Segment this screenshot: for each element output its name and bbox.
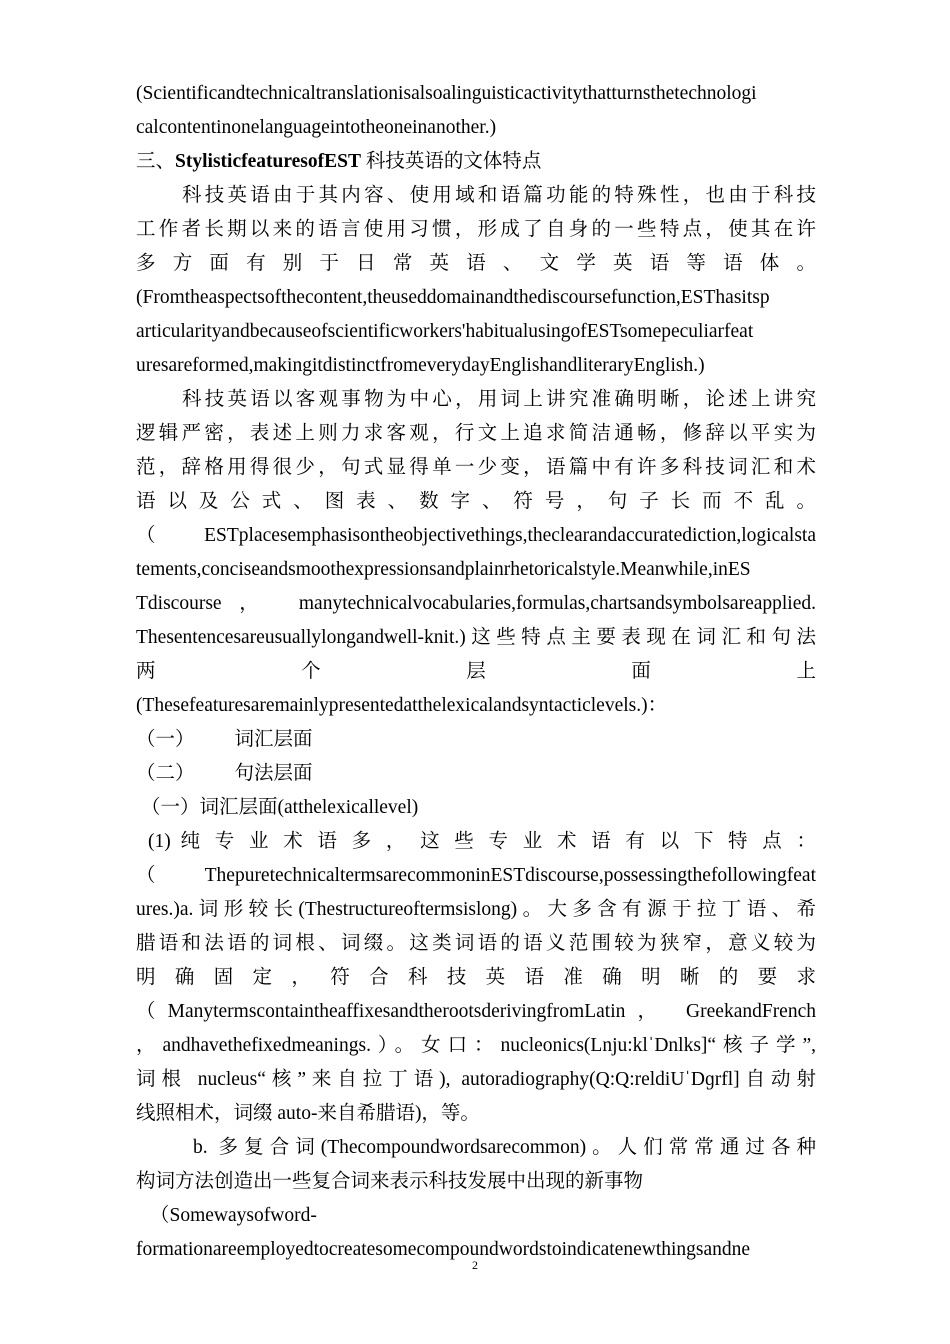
text-line: 词根 nucleus“核”来自拉丁语), autoradiography(Q:Q:reldiUˈDɡrfl]自动射 <box>136 1069 816 1090</box>
section-number: 三、 <box>136 151 176 172</box>
text-line: Tdiscourse， manytechnicalvocabularies,formulas,chartsandsymbolsareapplied. <box>136 593 816 614</box>
text-line: 科技英语以客观事物为中心，用词上讲究准确明晰，论述上讲究 <box>182 389 816 410</box>
text-line: 多 方 面 有 别 于 日 常 英 语 、 文 学 英 语 等 语 体 。 <box>136 253 816 274</box>
subsection-heading: （一）词汇层面(atthelexicallevel) <box>141 797 419 818</box>
text-line: calcontentinonelanguageintotheoneinanother.) <box>136 117 497 138</box>
text-line: (1) 纯 专 业 术 语 多 ， 这 些 专 业 术 语 有 以 下 特 点 ： <box>148 831 816 852</box>
text-line: 构词方法创造出一些复合词来表示科技发展中出现的新事物 <box>136 1171 644 1192</box>
page-number: 2 <box>472 1258 478 1272</box>
list-item <box>136 757 816 791</box>
list-label: 句法层面 <box>234 763 313 784</box>
text-line: (Scientificandtechnicaltranslationisalsoalinguisticactivitythatturnsthetechnologi <box>136 83 757 104</box>
text-line: 腊语和法语的词根、词缀。这类词语的语义范围较为狭窄，意义较为 <box>136 933 816 954</box>
text-line: b. 多复合词(Thecompoundwordsarecommon)。人们常常通过各种 <box>193 1137 816 1158</box>
text-line: 两 个 层 面 上 <box>136 661 816 682</box>
text-line: 科技英语由于其内容、使用域和语篇功能的特殊性，也由于科技 <box>182 185 816 206</box>
list-marker: （一） <box>136 729 195 750</box>
text-line: （ManytermscontaintheaffixesandtherootsderivingfromLatin， GreekandFrench <box>136 1001 816 1022</box>
list-item <box>136 723 816 757</box>
section-title-en: StylisticfeaturesofEST <box>175 151 361 172</box>
text-line: (Fromtheaspectsofthecontent,theuseddomainandthediscoursefunction,ESThasitsp <box>136 287 770 308</box>
text-line: uresareformed,makingitdistinctfromeverydayEnglishandliteraryEnglish.) <box>136 355 705 376</box>
text-line: (Thesefeaturesaremainlypresentedatthelexicalandsyntacticlevels.)： <box>136 695 668 716</box>
text-line: Thesentencesareusuallylongandwell-knit.)这些特点主要表现在词汇和句法 <box>136 627 816 648</box>
text-line: ，andhavethefixedmeanings.）。女口：nucleonics(Lnju:klˈDnlks]“核子学”, <box>136 1035 816 1056</box>
list-marker: （二） <box>136 763 195 784</box>
section-heading <box>136 145 816 179</box>
text-line: articularityandbecauseofscientificworkers'habitualusingofESTsomepeculiarfeat <box>136 321 754 342</box>
text-line: 逻辑严密，表述上则力求客观，行文上追求简洁通畅，修辞以平实为 <box>136 423 816 444</box>
list-label: 词汇层面 <box>234 729 313 750</box>
section-title-zh: 科技英语的文体特点 <box>360 151 542 172</box>
text-line: 语 以 及 公 式 、 图 表 、 数 字 、 符 号 ， 句 子 长 而 不 乱 。 <box>136 491 816 512</box>
text-line: ures.)a.词形较长(Thestructureoftermsislong)。大多含有源于拉丁语、希 <box>136 899 816 920</box>
text-line: formationareemployedtocreatesomecompoundwordstoindicatenewthingsandne <box>136 1239 751 1260</box>
text-line: （ESTplacesemphasisontheobjectivethings,theclearandaccuratediction,logicalsta <box>136 525 816 546</box>
text-line: （ThepuretechnicaltermsarecommoninESTdiscourse,possessingthefollowingfeat <box>136 865 816 886</box>
text-line: （Somewaysofword- <box>150 1205 317 1226</box>
text-line: 范，辞格用得很少，句式显得单一少变，语篇中有许多科技词汇和术 <box>136 457 816 478</box>
text-line: tements,conciseandsmoothexpressionsandplainrhetoricalstyle.Meanwhile,inES <box>136 559 751 580</box>
text-line: 明 确 固 定 ， 符 合 科 技 英 语 准 确 明 晰 的 要 求 <box>136 967 816 988</box>
text-line: 工作者长期以来的语言使用习惯，形成了自身的一些特点，使其在许 <box>136 219 816 240</box>
text-line: 线照相术，词缀 auto-来自希腊语)，等。 <box>136 1103 480 1124</box>
